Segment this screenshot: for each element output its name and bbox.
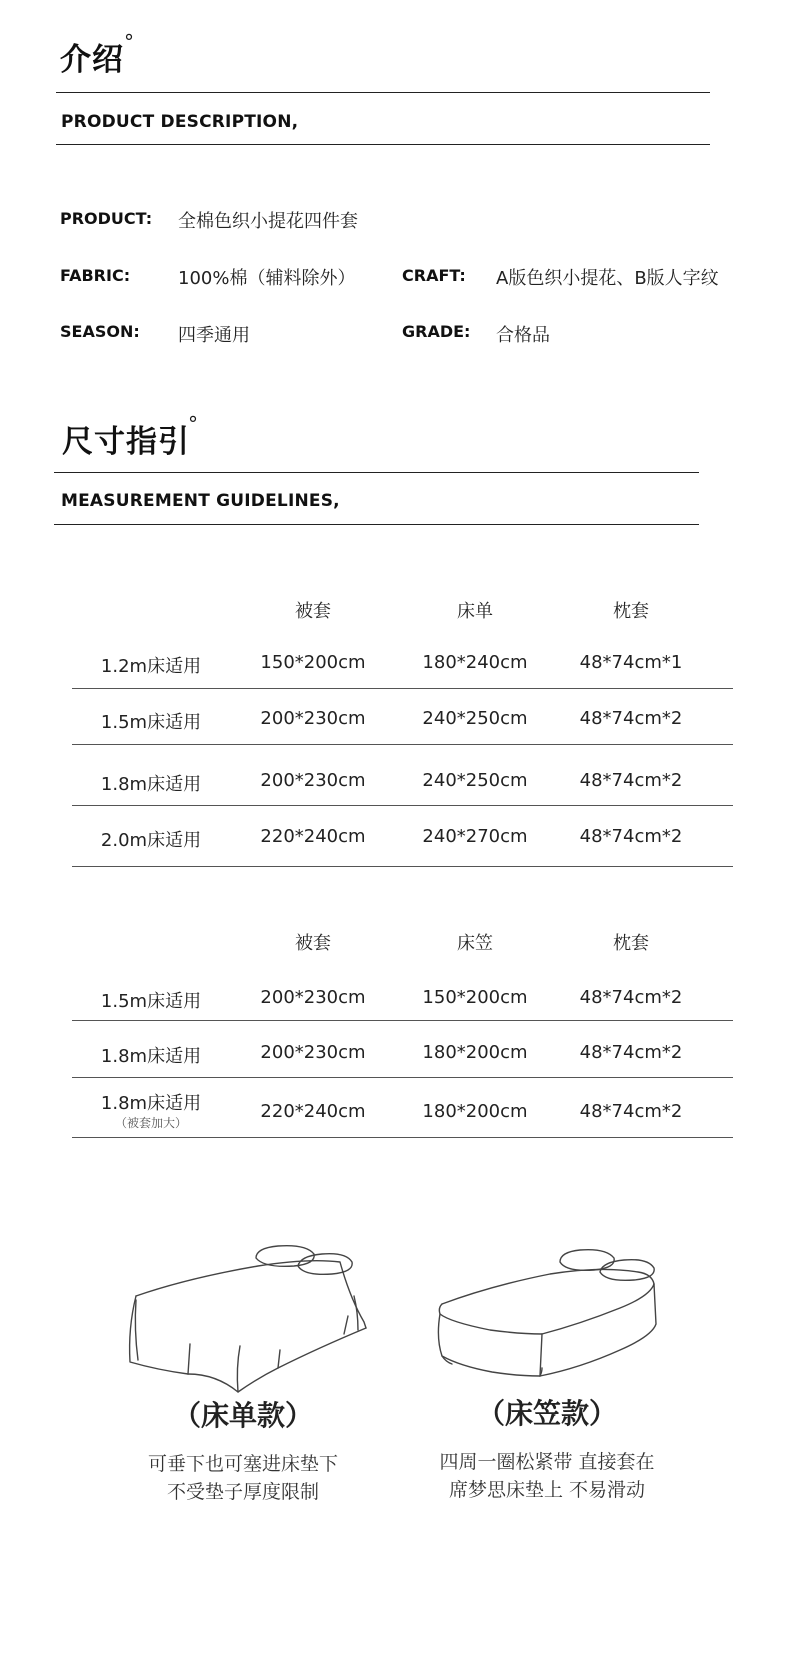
t1-r4-c2: 240*270cm: [422, 826, 528, 847]
t2-r3-c3: 48*74cm*2: [579, 1101, 683, 1122]
intro-title-text: 介绍: [60, 42, 124, 78]
t1-r2-c1: 200*230cm: [260, 708, 366, 729]
fitted-sheet-title: （床笠款）: [476, 1397, 617, 1430]
craft-label: CRAFT:: [402, 266, 466, 285]
t1-r3-bed: 1.8m床适用: [100, 774, 202, 795]
t1-row-divider-1: [72, 688, 733, 689]
grade-label: GRADE:: [402, 322, 471, 341]
t2-r1-c3: 48*74cm*2: [579, 987, 683, 1008]
product-value: 全棉色织小提花四件套: [178, 211, 358, 232]
t2-r3-c1: 220*240cm: [260, 1101, 366, 1122]
t1-r3-c3: 48*74cm*2: [579, 770, 683, 791]
t1-row-divider-3: [72, 805, 733, 806]
t2-header-fitted: 床笠: [457, 933, 493, 954]
flat-sheet-line2: 不受垫子厚度限制: [166, 1481, 319, 1503]
t2-r3-bed: 1.8m床适用: [100, 1093, 202, 1114]
intro-rule-top: [56, 92, 710, 93]
t2-r1-c2: 150*200cm: [422, 987, 528, 1008]
intro-subtitle: PRODUCT DESCRIPTION,: [61, 112, 299, 132]
t2-r3-note: （被套加大）: [114, 1116, 187, 1130]
fitted-sheet-line1: 四周一圈松紧带 直接套在: [439, 1451, 655, 1473]
fabric-label: FABRIC:: [60, 266, 131, 285]
size-title-text: 尺寸指引: [62, 424, 190, 460]
fitted-sheet-bed-illustration: [430, 1238, 670, 1388]
t2-r2-c3: 48*74cm*2: [579, 1042, 683, 1063]
t1-r2-c3: 48*74cm*2: [579, 708, 683, 729]
t2-row-divider-1: [72, 1020, 733, 1021]
season-value: 四季通用: [178, 325, 250, 346]
size-rule-bottom: [54, 524, 699, 525]
size-subtitle: MEASUREMENT GUIDELINES,: [61, 491, 340, 511]
t1-header-pillow: 枕套: [613, 601, 649, 622]
fitted-sheet-line2: 席梦思床垫上 不易滑动: [448, 1479, 646, 1501]
t2-row-divider-3: [72, 1137, 733, 1138]
t2-r2-bed: 1.8m床适用: [100, 1046, 202, 1067]
t1-r1-c1: 150*200cm: [260, 652, 366, 673]
t2-r2-c2: 180*200cm: [422, 1042, 528, 1063]
product-label: PRODUCT:: [60, 209, 153, 228]
flat-sheet-bed-illustration: [118, 1238, 378, 1398]
flat-sheet-line1: 可垂下也可塞进床垫下: [147, 1453, 338, 1475]
t2-row-divider-2: [72, 1077, 733, 1078]
t2-header-duvet: 被套: [295, 933, 331, 954]
t1-r2-bed: 1.5m床适用: [100, 712, 202, 733]
t2-r2-c1: 200*230cm: [260, 1042, 366, 1063]
t1-row-divider-4: [72, 866, 733, 867]
intro-degree: °: [124, 30, 134, 54]
t2-r1-bed: 1.5m床适用: [100, 991, 202, 1012]
size-degree: °: [188, 412, 198, 436]
t2-header-pillow: 枕套: [613, 933, 649, 954]
size-rule-top: [54, 472, 699, 473]
flat-sheet-title: （床单款）: [172, 1399, 313, 1432]
t1-r4-bed: 2.0m床适用: [100, 830, 202, 851]
t1-header-sheet: 床单: [457, 601, 493, 622]
size-title: [62, 416, 190, 461]
t1-r1-c3: 48*74cm*1: [579, 652, 683, 673]
t1-r4-c3: 48*74cm*2: [579, 826, 683, 847]
intro-rule-bottom: [56, 144, 710, 145]
t1-r4-c1: 220*240cm: [260, 826, 366, 847]
craft-value: A版色织小提花、B版人字纹: [496, 268, 719, 289]
t1-r3-c2: 240*250cm: [422, 770, 528, 791]
t1-r3-c1: 200*230cm: [260, 770, 366, 791]
t2-r1-c1: 200*230cm: [260, 987, 366, 1008]
t2-r3-c2: 180*200cm: [422, 1101, 528, 1122]
t1-r1-c2: 180*240cm: [422, 652, 528, 673]
t1-row-divider-2: [72, 744, 733, 745]
intro-title: [60, 34, 124, 79]
t1-r2-c2: 240*250cm: [422, 708, 528, 729]
t1-header-duvet: 被套: [295, 601, 331, 622]
t1-r1-bed: 1.2m床适用: [100, 656, 202, 677]
season-label: SEASON:: [60, 322, 140, 341]
fabric-value: 100%棉（辅料除外）: [178, 268, 356, 289]
grade-value: 合格品: [496, 325, 550, 346]
